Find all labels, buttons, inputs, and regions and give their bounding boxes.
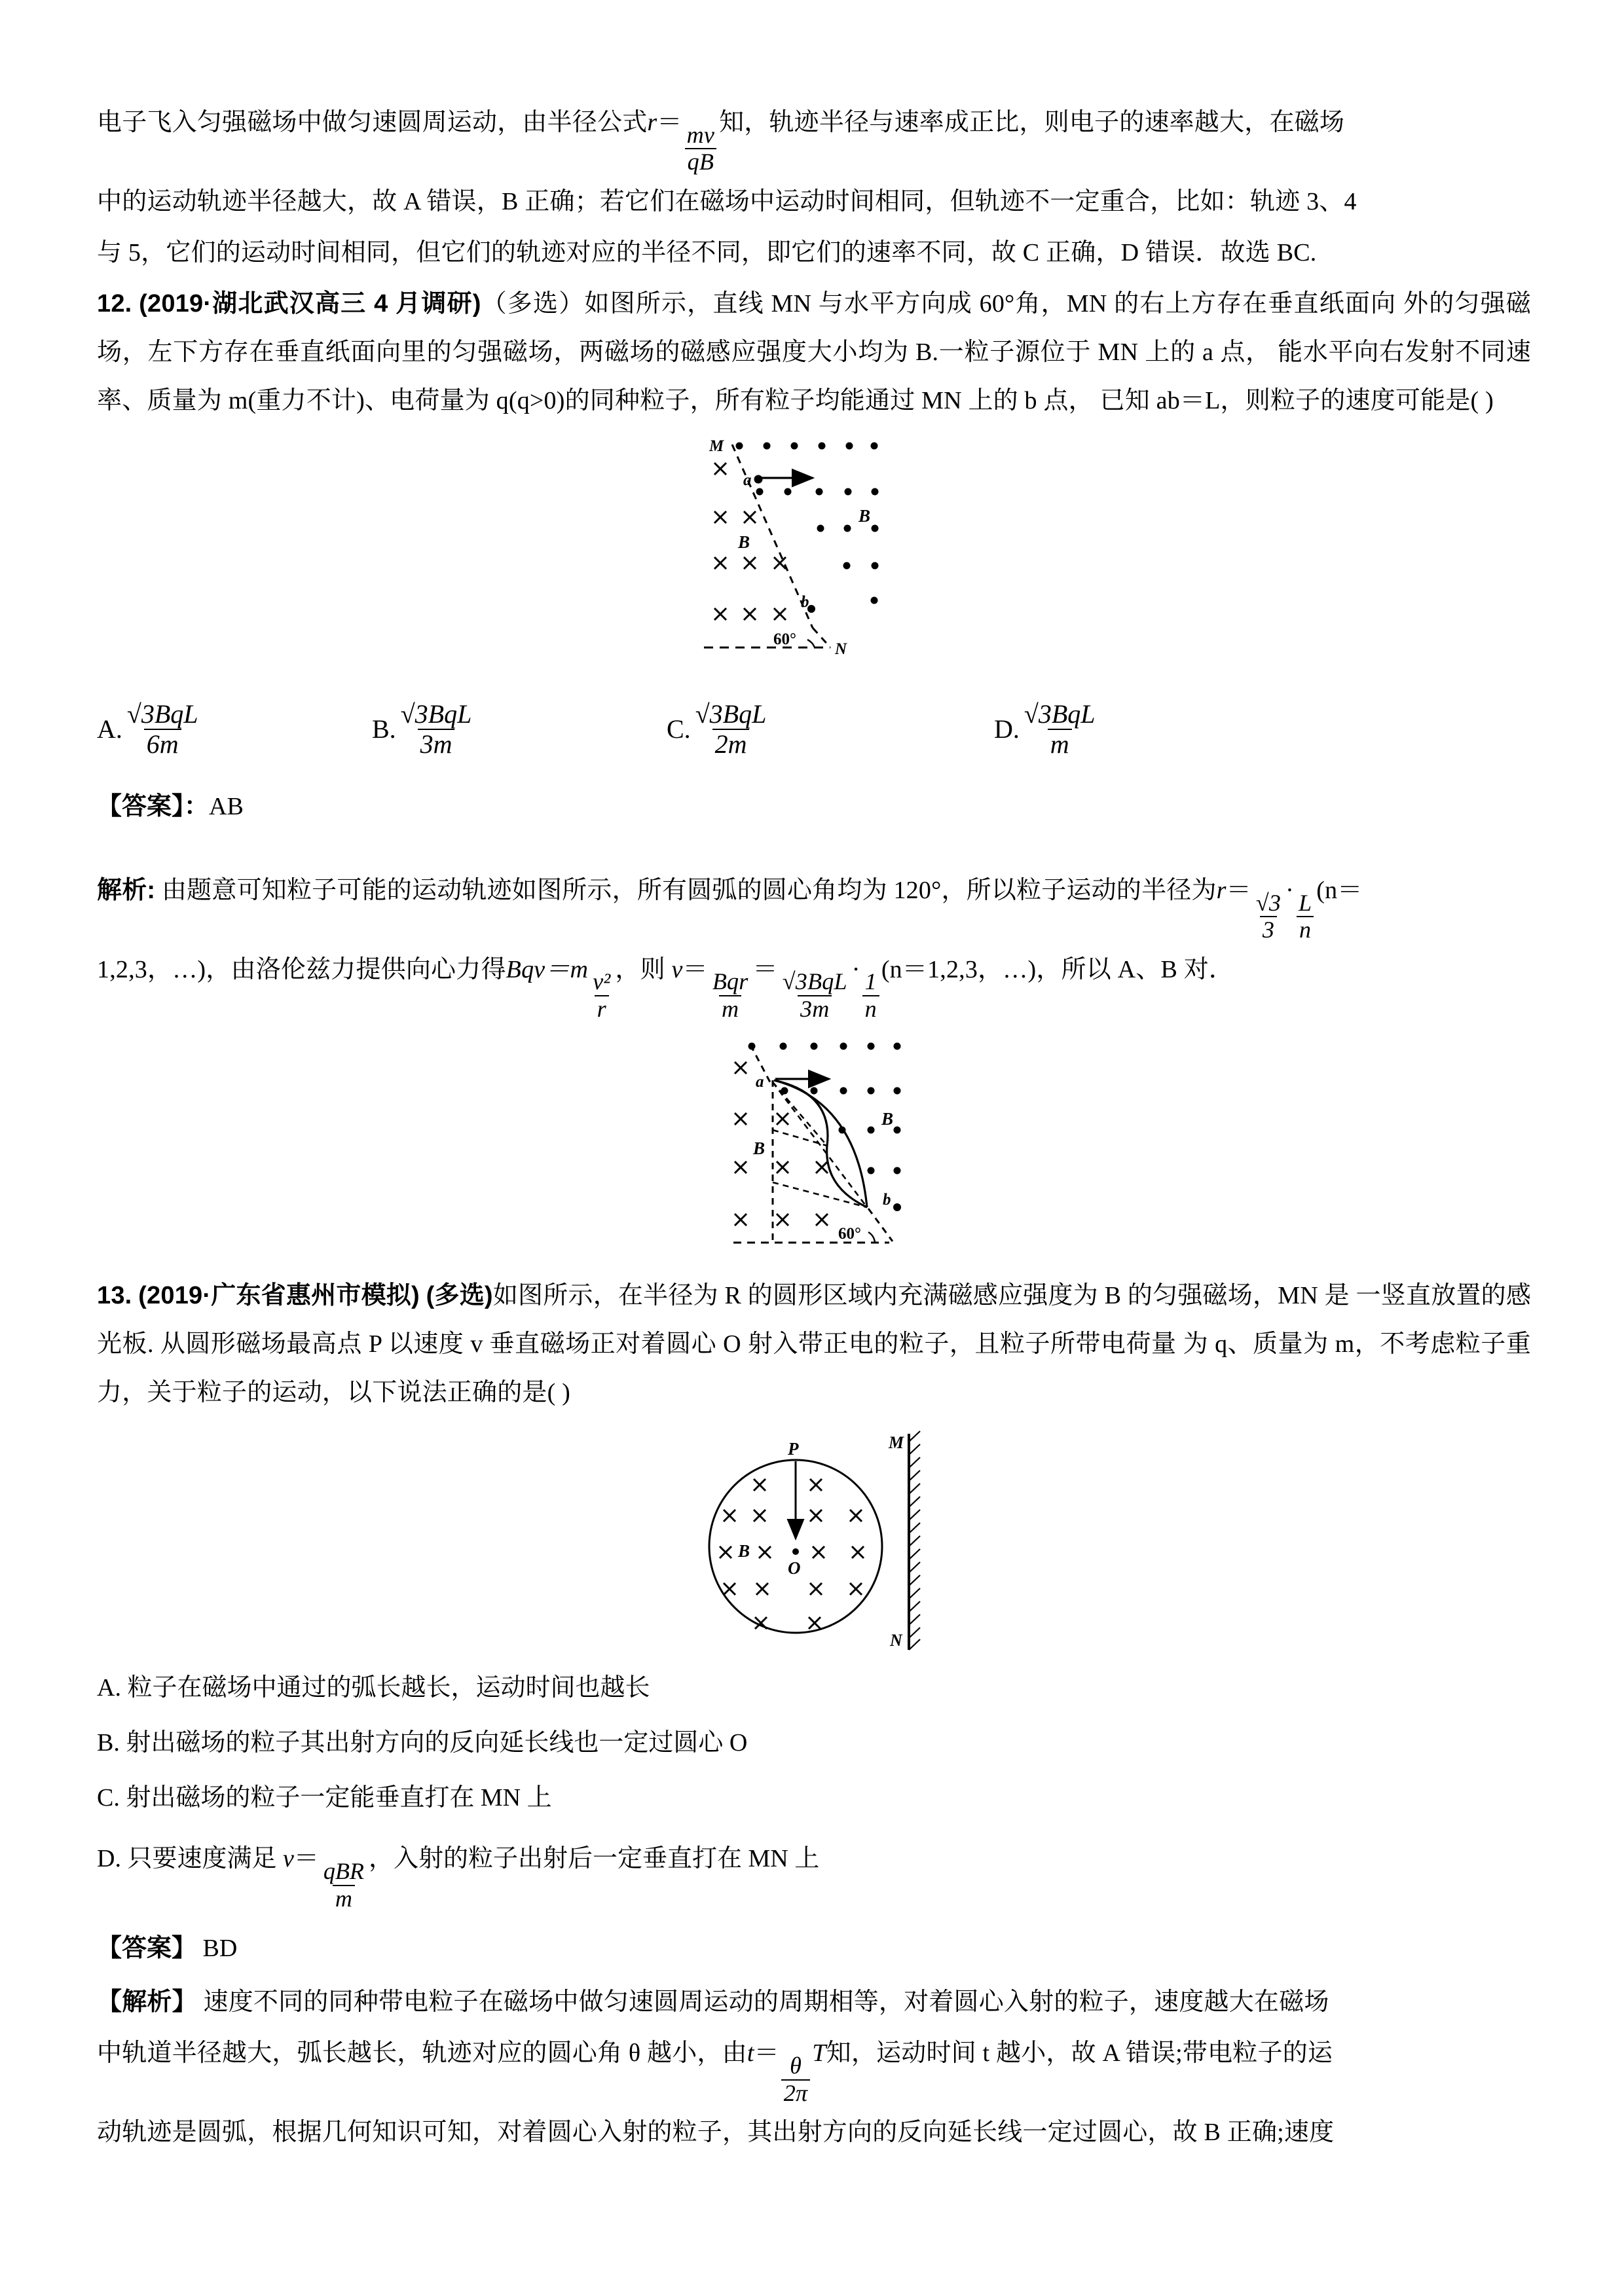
- option-D-formula-num: qBR: [323, 1858, 364, 1885]
- page-content: [97, 98, 1531, 2159]
- label-B-right: B: [858, 505, 871, 526]
- question-13-analysis-label: 【解析】: [97, 1988, 197, 2016]
- label-b: b: [801, 592, 809, 611]
- formula-r-numerator: mv: [686, 121, 715, 148]
- option-D-fraction: [1022, 701, 1098, 757]
- label-P: P: [788, 1439, 799, 1459]
- analysis-r-var: r: [1216, 876, 1227, 904]
- formula-r-var: r: [647, 109, 657, 136]
- label-b: b: [883, 1191, 891, 1209]
- circular-field-diagram: [683, 1429, 945, 1654]
- option-C-denominator: 2m: [712, 729, 750, 758]
- option-D-denominator: m: [1048, 729, 1072, 758]
- question-12-figure2-container: [97, 1033, 1531, 1262]
- question-12-analysis-line2: 1,2,3，…)，由洛伦兹力提供向心力得Bqv＝m $\frac{\text{v²}}{r}$ ，则 v＝ $\frac{\text{Bqr}}{m}$ ＝ $\frac{\text{√3BqL}}{3m}$ · $\frac{1}{n}$ (n＝1,2,3，…)，所以 A、B 对．: [97, 955, 1234, 1022]
- analysis-v-f3den: n: [862, 995, 879, 1022]
- question-12-stem-line4: 已知 ab＝L，则粒子的速度可能是( ): [1099, 386, 1494, 414]
- option-D-formula-den: m: [333, 1885, 355, 1912]
- question-13-stem-line2: 一竖直放置的感光板. 从圆形磁场最高点 P 以速度 v 垂直磁场正对着圆心 O 射入带正电的粒子，且粒子所带电荷量: [97, 1282, 1532, 1358]
- angle-arc-icon: [807, 640, 815, 647]
- option-B-numerator: √3BqL: [400, 699, 472, 729]
- question-13-stem-line1: 如图所示，在半径为 R 的圆形区域内充满磁感应强度为 B 的匀强磁场，MN 是: [492, 1282, 1350, 1310]
- option-C-fraction: [693, 701, 769, 757]
- option-B-denominator: 3m: [418, 729, 455, 758]
- option-C-label: C.: [667, 714, 691, 744]
- option-D-label: D.: [97, 1845, 121, 1873]
- question-12-analysis-line1: 解析: 由题意可知粒子可能的运动轨迹如图所示，所有圆弧的圆心角均为 120°，所以粒子运动的半径为r＝ $\frac{√3}{3}$ · $\frac{L}{n}$ (n＝: [97, 876, 1363, 943]
- label-N: N: [835, 640, 847, 658]
- solution-11-line1a: 电子飞入匀强磁场中做匀速圆周运动，由半径公式: [97, 109, 648, 136]
- question-13-analysis-text1: 速度不同的同种带电粒子在磁场中做匀速圆周运动的周期相等，对着圆心入射的粒子，速度越大在磁场: [203, 1988, 1329, 2016]
- label-B-left: B: [753, 1139, 766, 1159]
- option-A-label: A.: [97, 1674, 121, 1702]
- option-D[interactable]: D. 只要速度满足 v＝ $\frac{\text{qBR}}{m}$ ，入射的粒子出射后一定垂直打在 MN 上: [97, 1845, 820, 1912]
- label-O: O: [788, 1558, 801, 1578]
- option-D-text-after: ，入射的粒子出射后一定垂直打在 MN 上: [368, 1845, 820, 1873]
- solution-11-line1b: 知，轨迹半径与速率成正比，则电子的速率越大，在磁场: [719, 109, 1345, 136]
- option-A-denominator: 6m: [144, 729, 181, 758]
- question-12-source: (2019·湖北武汉高三 4 月调研): [139, 289, 481, 318]
- question-12-options: [97, 689, 1531, 769]
- option-D-numerator: √3BqL: [1024, 699, 1096, 729]
- solution-11-line2: 中的运动轨迹半径越大，故 A 错误，B 正确；若它们在磁场中运动时间相同，但轨迹不一定重合，比如：轨迹 3、4: [97, 187, 1357, 215]
- option-A[interactable]: [97, 701, 372, 757]
- analysis-v-f2num: √3BqL: [782, 968, 847, 995]
- question-12-analysis-text2b: 所以 A、B 对．: [1061, 955, 1234, 983]
- option-C-text: 射出磁场的粒子一定能垂直打在 MN 上: [126, 1784, 552, 1812]
- label-a: a: [743, 471, 752, 489]
- solution-11-paragraph: 电子飞入匀强磁场中做匀速圆周运动，由半径公式r＝ $\frac{mv}{qB}$ 知，轨迹半径与速率成正比，则电子的速率越大，在磁场: [97, 109, 1345, 175]
- question-12-figure-container: [97, 431, 1531, 667]
- point-b-marker: [893, 1203, 901, 1211]
- option-D-formula-var: v: [282, 1845, 294, 1873]
- question-12-answer-value: AB: [209, 792, 244, 820]
- analysis-v-frac1: [710, 970, 751, 1021]
- plate-hatching: [909, 1431, 920, 1650]
- option-B[interactable]: [372, 701, 667, 757]
- question-13-analysis-line2: 中轨道半径越大，弧长越长，轨迹对应的圆心角 θ 越小，由t＝ $\frac{\theta}{2\pi}$ T知，运动时间 t 越小，故 A 错误;带电粒子的运: [97, 2039, 1333, 2106]
- label-B: B: [738, 1541, 750, 1561]
- analysis-bqv-num: v²: [593, 968, 611, 995]
- label-M: M: [889, 1433, 904, 1453]
- analysis-v-f1num: Bqr: [712, 968, 748, 995]
- question-12-analysis-then: 则: [640, 955, 665, 983]
- question-12-stem-line1: 如图所示，直线 MN 与水平方向成 60°角，MN 的右上方存在垂直纸面向: [584, 289, 1397, 318]
- option-B-fraction: [398, 701, 475, 757]
- analysis-t-fraction: [781, 2054, 811, 2105]
- mn-line-tail: [813, 628, 830, 647]
- field-out-dots: [748, 1043, 901, 1211]
- label-B-left: B: [738, 532, 750, 552]
- question-12-analysis-text1: 由题意可知粒子可能的运动轨迹如图所示，所有圆弧的圆心角均为 120°，所以粒子运动的半径为: [161, 876, 1217, 904]
- option-C[interactable]: [97, 1774, 1531, 1822]
- option-A-numerator: √3BqL: [126, 699, 198, 729]
- point-a-marker: [754, 475, 763, 483]
- analysis-r-frac2-den: n: [1297, 916, 1314, 943]
- question-13-source: (2019·广东省惠州市模拟): [138, 1282, 420, 1310]
- option-B-label: B.: [372, 714, 396, 744]
- solution-11-line3: 与 5，它们的运动时间相同，但它们的轨迹对应的半径不同，即它们的速率不同，故 C 正确，D 错误．故选 BC.: [97, 238, 1317, 266]
- angle-arc-icon: [868, 1232, 875, 1243]
- analysis-bqv-den: r: [595, 995, 609, 1022]
- question-13-analysis-text2b: 知，运动时间 t 越小，故 A 错误;带电粒子的运: [826, 2039, 1333, 2068]
- analysis-v-var: v: [671, 955, 683, 983]
- option-A-label: A.: [97, 714, 122, 744]
- trajectory-diagram: [693, 1033, 935, 1262]
- analysis-r-dot: ·: [1285, 876, 1294, 904]
- question-13-figure-container: [97, 1429, 1531, 1654]
- question-12-stem-line2: 外的匀强磁场，左下方存在垂直纸面向里的匀强磁场，两磁场的磁感应强度大小均为 B.一粒子源位于 MN 上的 a 点，: [97, 289, 1531, 366]
- question-13-stem-line3: 为 q、质量为 m，不考虑粒子重力，关于粒子的运动，以下说法正确的是( ): [97, 1330, 1532, 1407]
- question-13-analysis-line3: 动轨迹是圆弧，根据几何知识可知，对着圆心入射的粒子，其出射方向的反向延长线一定过圆心，故 B 正确;速度: [97, 2119, 1335, 2147]
- analysis-r-frac1: [1253, 891, 1283, 943]
- analysis-r-frac1-den: 3: [1260, 916, 1277, 943]
- question-12-analysis-label: 解析:: [97, 876, 156, 904]
- analysis-t-var: t: [747, 2039, 754, 2068]
- option-C-label: C.: [97, 1784, 120, 1812]
- analysis-t-tail: T: [812, 2039, 826, 2068]
- option-D[interactable]: [994, 701, 1100, 757]
- mn-line-field-diagram: [696, 431, 932, 667]
- question-12-number: 12.: [97, 289, 132, 318]
- option-B[interactable]: [97, 1719, 1531, 1767]
- dashed-chord-4: [773, 1182, 867, 1207]
- question-13-multi-tag: (多选): [426, 1282, 493, 1310]
- analysis-r-frac2: [1296, 891, 1314, 943]
- question-13-options: [97, 1664, 1531, 1911]
- analysis-v-frac2: [780, 970, 850, 1021]
- analysis-v-frac3: [862, 970, 879, 1021]
- option-B-text: 射出磁场的粒子其出射方向的反向延长线也一定过圆心 O: [126, 1729, 748, 1757]
- label-angle-60: 60°: [773, 630, 796, 648]
- question-13-stem: [97, 1271, 1531, 1417]
- analysis-r-frac2-num: L: [1298, 889, 1312, 916]
- question-13-analysis-text2a: 中轨道半径越大，弧长越长，轨迹对应的圆心角 θ 越小，由: [97, 2039, 747, 2068]
- analysis-v-tail: (n＝1,2,3，…)，: [881, 955, 1061, 983]
- question-12-multi-tag: （多选）: [481, 289, 585, 318]
- question-12-analysis-text2a: 1,2,3，…)，由洛伦兹力提供向心力得: [97, 955, 506, 983]
- mn-dashed-tail: [868, 1209, 893, 1241]
- analysis-bqv-lhs: Bqv＝m: [506, 955, 589, 983]
- question-13-number: 13.: [97, 1282, 132, 1310]
- option-A[interactable]: [97, 1664, 1531, 1712]
- option-B-label: B.: [97, 1729, 120, 1757]
- analysis-v-f2den: 3m: [798, 995, 832, 1022]
- dashed-chord-3: [773, 1082, 867, 1207]
- label-angle-60: 60°: [838, 1225, 861, 1243]
- formula-r-fraction: [684, 123, 717, 175]
- option-A-text: 粒子在磁场中通过的弧长越长，运动时间也越长: [127, 1674, 650, 1702]
- label-M: M: [709, 437, 724, 455]
- question-13-answer: [97, 1925, 1531, 1971]
- option-D-text-before: 只要速度满足: [127, 1845, 277, 1873]
- option-A-fraction: [124, 701, 201, 757]
- analysis-v-dot: ·: [851, 955, 860, 983]
- question-12-stem: [97, 280, 1531, 425]
- question-12-stem-line3: 能水平向右发射不同速率、质量为 m(重力不计)、电荷量为 q(q>0)的同种粒子，所有粒子均能通过 MN 上的 b 点，: [97, 338, 1531, 414]
- analysis-v-f1den: m: [719, 995, 741, 1022]
- label-N: N: [890, 1631, 902, 1650]
- analysis-t-den: 2π: [781, 2079, 811, 2106]
- question-12-answer: [97, 784, 1531, 829]
- question-13-answer-label: 【答案】: [97, 1935, 197, 1963]
- analysis-bqv-frac: [590, 970, 613, 1021]
- field-in-crosses: [735, 1062, 828, 1226]
- formula-r-denominator: qB: [685, 148, 716, 175]
- analysis-r-tail: (n＝: [1316, 876, 1363, 904]
- analysis-t-num: θ: [790, 2052, 802, 2079]
- option-D-formula-fraction: [321, 1859, 367, 1911]
- label-B-right: B: [881, 1109, 894, 1129]
- label-a: a: [756, 1073, 764, 1091]
- question-13-answer-value: BD: [202, 1935, 238, 1963]
- option-C[interactable]: [667, 701, 994, 757]
- question-12-answer-label: 【答案】：: [97, 792, 210, 820]
- option-C-numerator: √3BqL: [695, 699, 767, 729]
- analysis-r-frac1-num: √3: [1255, 889, 1282, 916]
- center-O-marker: [792, 1548, 799, 1555]
- analysis-v-f3num: 1: [864, 968, 877, 995]
- option-D-label: D.: [994, 714, 1020, 744]
- question-13-analysis-line1: [97, 1978, 1531, 2026]
- field-out-dots: [736, 442, 879, 604]
